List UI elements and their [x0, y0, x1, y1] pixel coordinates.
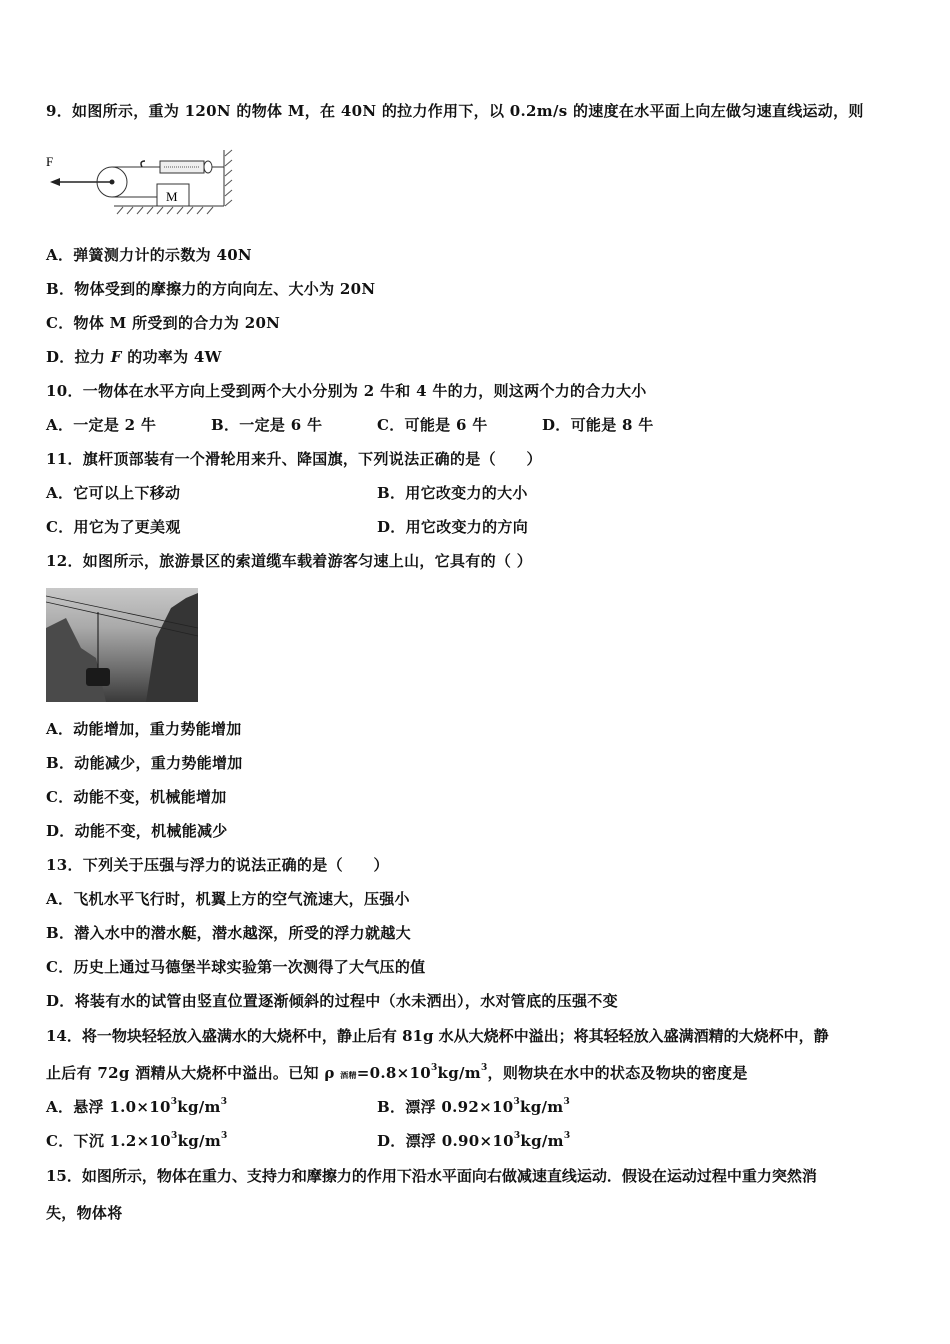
exp: 3	[563, 1097, 571, 1107]
q12-option-b: B．动能减少，重力势能增加	[46, 754, 243, 772]
q9-option-d	[46, 347, 222, 367]
q14-stem-line1: 14．将一物块轻轻放入盛满水的大烧杯中，静止后有 81g 水从大烧杯中溢出；将其轻轻放入盛满酒精的大烧杯中，静	[46, 1027, 829, 1045]
q14-stem-line2	[46, 1063, 748, 1085]
q11-option-d: D．用它改变力的方向	[377, 518, 529, 536]
opt-text: A．悬浮 1.0×10	[46, 1098, 171, 1116]
opt-text: B．漂浮 0.92×10	[377, 1098, 514, 1116]
q14-option-b	[377, 1097, 570, 1117]
exp: 3	[220, 1097, 228, 1107]
q14-exp: 3	[430, 1063, 438, 1073]
q9-d-text2: 的功率为 4W	[121, 348, 222, 366]
q13-option-d: D．将装有水的试管由竖直位置逐渐倾斜的过程中（水未洒出），水对管底的压强不变	[46, 992, 618, 1010]
q10-option-a: A．一定是 2 牛	[46, 416, 157, 434]
q12-option-a: A．动能增加，重力势能增加	[46, 720, 242, 738]
unit: kg/m	[177, 1132, 221, 1150]
exp: 3	[171, 1131, 178, 1141]
cable-car-photo	[46, 588, 198, 702]
q14-option-a	[46, 1097, 227, 1117]
q12-stem: 12．如图所示，旅游景区的索道缆车载着游客匀速上山，它具有的（ ）	[46, 552, 532, 570]
exp: 3	[513, 1097, 521, 1107]
q12-option-d: D．动能不变，机械能减少	[46, 822, 228, 840]
q13-option-b: B．潜入水中的潜水艇，潜水越深，所受的浮力就越大	[46, 924, 411, 942]
exp: 3	[170, 1097, 178, 1107]
q14-option-d	[377, 1131, 570, 1151]
unit: kg/m	[520, 1098, 564, 1116]
q10-stem: 10．一物体在水平方向上受到两个大小分别为 2 牛和 4 牛的力，则这两个力的合力大小	[46, 382, 647, 400]
block-label: M	[166, 189, 178, 204]
q9-d-text: D．拉力	[46, 348, 111, 366]
q10-option-b: B．一定是 6 牛	[211, 416, 323, 434]
exp: 3	[563, 1131, 571, 1141]
force-label: F	[46, 154, 54, 169]
q9-option-c: C．物体 M 所受到的合力为 20N	[46, 314, 281, 332]
q9-option-a: A．弹簧测力计的示数为 40N	[46, 246, 252, 264]
q11-option-a: A．它可以上下移动	[46, 484, 181, 502]
q9-d-var: F	[110, 348, 122, 366]
q10-option-c: C．可能是 6 牛	[377, 416, 488, 434]
q14-subscript: 酒精	[340, 1070, 357, 1080]
q9-option-b: B．物体受到的摩擦力的方向向左、大小为 20N	[46, 280, 376, 298]
opt-text: D．漂浮 0.90×10	[377, 1132, 514, 1150]
q14-text: 止后有 72g 酒精从大烧杯中溢出。已知 ρ	[46, 1064, 341, 1082]
q13-stem: 13．下列关于压强与浮力的说法正确的是（ ）	[46, 856, 389, 874]
q14-option-c	[46, 1131, 228, 1151]
q14-unit: kg/m	[437, 1064, 481, 1082]
q15-stem-line2: 失，物体将	[46, 1204, 123, 1222]
unit: kg/m	[520, 1132, 564, 1150]
pulley-spring-scale-diagram	[42, 146, 242, 222]
q11-option-b: B．用它改变力的大小	[377, 484, 528, 502]
q14-exp2: 3	[480, 1063, 488, 1073]
q14-value: =0.8×10	[356, 1064, 431, 1082]
q9-stem: 9．如图所示，重为 120N 的物体 M，在 40N 的拉力作用下，以 0.2m/s 的速度在水平面上向左做匀速直线运动，则	[46, 102, 864, 120]
q14-text2: ，则物块在水中的状态及物块的密度是	[487, 1064, 748, 1082]
opt-text: C．下沉 1.2×10	[46, 1132, 171, 1150]
q12-option-c: C．动能不变，机械能增加	[46, 788, 227, 806]
q13-option-a: A．飞机水平飞行时，机翼上方的空气流速大，压强小	[46, 890, 410, 908]
q15-stem-line1: 15．如图所示，物体在重力、支持力和摩擦力的作用下沿水平面向右做减速直线运动．假设在运动过程中重力突然消	[46, 1167, 817, 1185]
q11-stem: 11．旗杆顶部装有一个滑轮用来升、降国旗，下列说法正确的是（ ）	[46, 450, 542, 468]
q10-option-d: D．可能是 8 牛	[542, 416, 654, 434]
exp: 3	[221, 1131, 228, 1141]
q13-option-c: C．历史上通过马德堡半球实验第一次测得了大气压的值	[46, 958, 426, 976]
unit: kg/m	[177, 1098, 221, 1116]
q11-option-c: C．用它为了更美观	[46, 518, 181, 536]
exp: 3	[513, 1131, 521, 1141]
